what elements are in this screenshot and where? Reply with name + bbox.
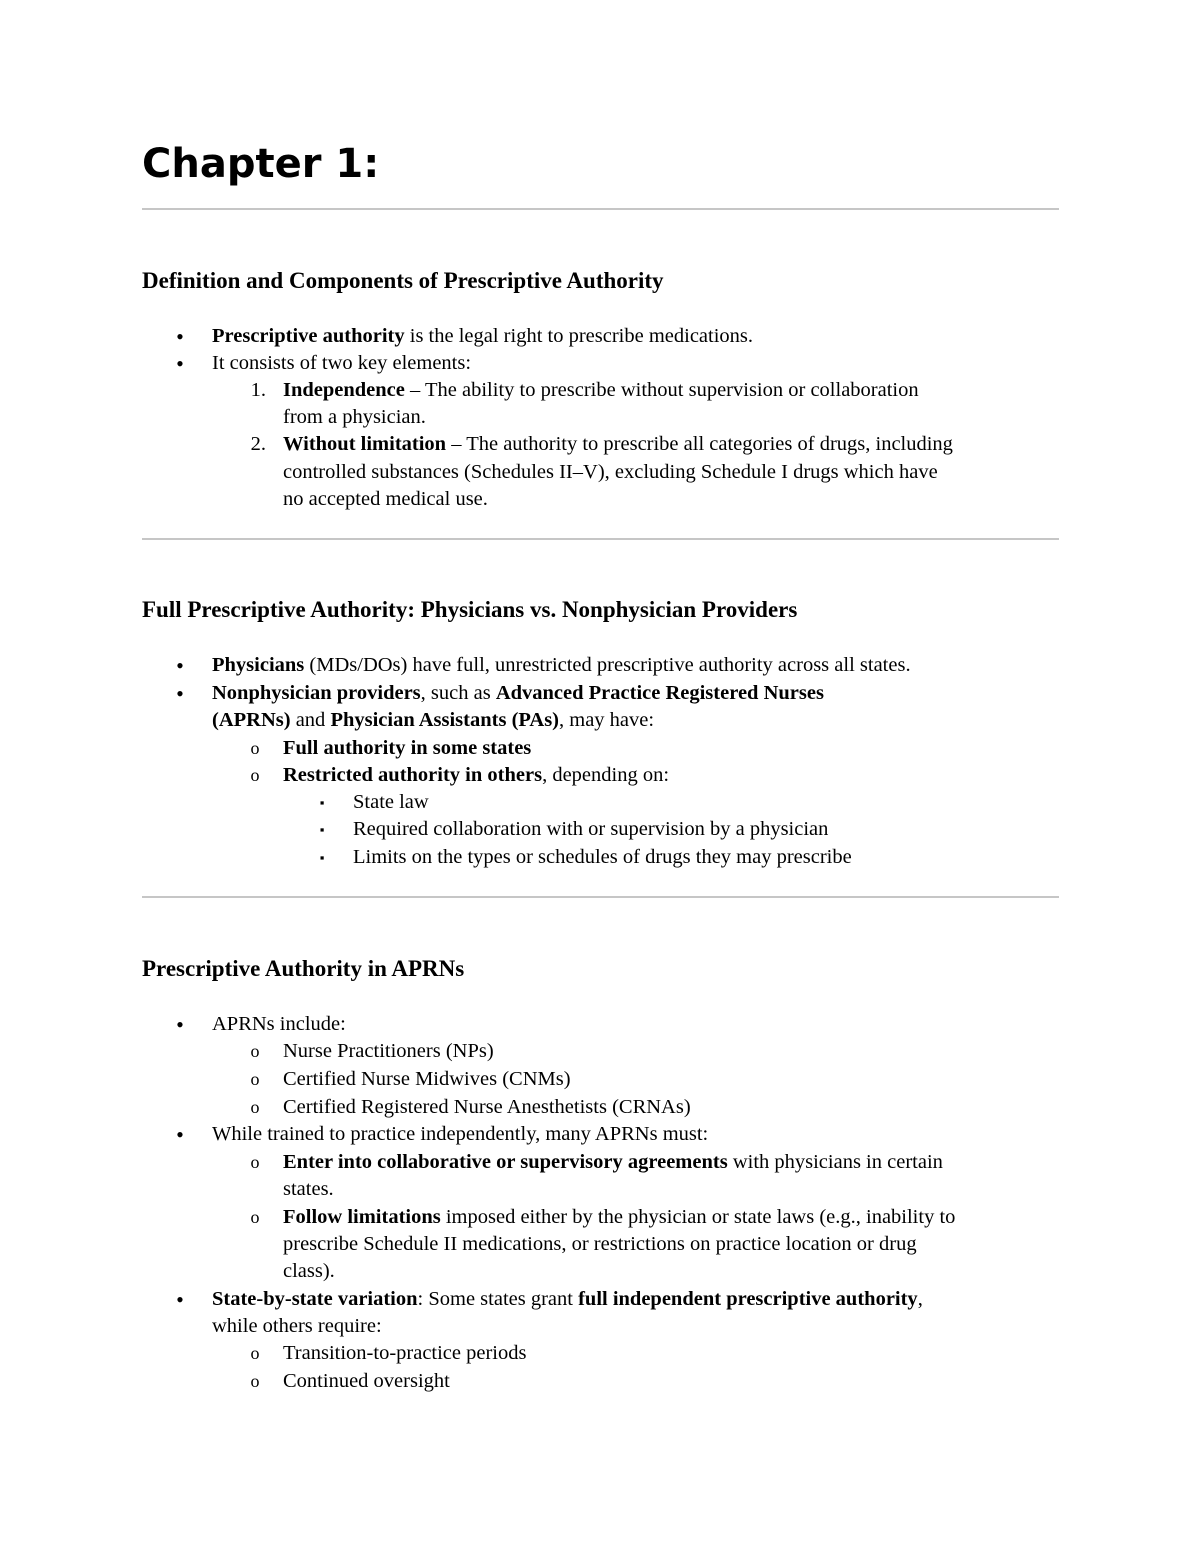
bullet-marker: • (176, 653, 184, 678)
list-item: Independence – The ability to prescribe without supervision or collaboration (283, 379, 919, 401)
list-item: Required collaboration with or supervision by a physician (353, 818, 829, 840)
bullet-marker: • (176, 351, 184, 376)
bullet-marker: • (176, 324, 184, 349)
list-item: Enter into collaborative or supervisory agreements with physicians in certain (283, 1151, 943, 1173)
section-heading-full-authority: Full Prescriptive Authority: Physicians vs. Nonphysician Providers (142, 597, 798, 622)
list-item: Certified Nurse Midwives (CNMs) (283, 1068, 571, 1090)
circle-marker: o (250, 1069, 260, 1089)
list-item: Without limitation – The authority to prescribe all categories of drugs, including (283, 433, 953, 455)
list-item: Full authority in some states (283, 737, 532, 759)
list-item: Limits on the types or schedules of drugs they may prescribe (353, 846, 852, 868)
list-item: Physicians (MDs/DOs) have full, unrestricted prescriptive authority across all states. (212, 654, 911, 676)
square-marker: ▪ (319, 822, 325, 837)
circle-marker: o (250, 1343, 260, 1363)
circle-marker: o (250, 1097, 260, 1117)
circle-marker: o (250, 765, 260, 785)
list-item-continuation: (APRNs) and Physician Assistants (PAs), may have: (212, 709, 655, 731)
list-item: Transition-to-practice periods (283, 1342, 527, 1364)
list-item: Nonphysician providers, such as Advanced Practice Registered Nurses (212, 682, 824, 704)
circle-marker: o (250, 738, 260, 758)
circle-marker: o (250, 1371, 260, 1391)
list-item-continuation: class). (283, 1260, 335, 1282)
list-item: State law (353, 791, 429, 813)
number-marker: 1. (250, 379, 266, 401)
list-item: State-by-state variation: Some states grant full independent prescriptive authority, (212, 1288, 923, 1310)
horizontal-rule (142, 538, 1059, 540)
list-item: Follow limitations imposed either by the physician or state laws (e.g., inability to (283, 1206, 956, 1228)
list-item: It consists of two key elements: (212, 352, 472, 374)
chapter-title: Chapter 1: (142, 141, 380, 187)
list-item-continuation: states. (283, 1178, 334, 1200)
list-item-continuation: controlled substances (Schedules II–V), excluding Schedule I drugs which have (283, 461, 938, 483)
list-item-continuation: no accepted medical use. (283, 488, 488, 510)
bullet-marker: • (176, 1287, 184, 1312)
list-item: Continued oversight (283, 1370, 450, 1392)
list-item: Nurse Practitioners (NPs) (283, 1040, 494, 1062)
list-item-continuation: from a physician. (283, 406, 426, 428)
horizontal-rule (142, 896, 1059, 898)
section-heading-aprns: Prescriptive Authority in APRNs (142, 956, 465, 981)
list-item: While trained to practice independently, many APRNs must: (212, 1123, 709, 1145)
list-item-continuation: prescribe Schedule II medications, or restrictions on practice location or drug (283, 1233, 917, 1255)
number-marker: 2. (250, 433, 266, 455)
bullet-marker: • (176, 1012, 184, 1037)
circle-marker: o (250, 1152, 260, 1172)
bullet-marker: • (176, 681, 184, 706)
horizontal-rule (142, 208, 1059, 210)
square-marker: ▪ (319, 795, 325, 810)
section-heading-definition: Definition and Components of Prescriptive Authority (142, 268, 664, 293)
bullet-marker: • (176, 1122, 184, 1147)
list-item-continuation: while others require: (212, 1315, 382, 1337)
circle-marker: o (250, 1041, 260, 1061)
circle-marker: o (250, 1207, 260, 1227)
list-item: Prescriptive authority is the legal right to prescribe medications. (212, 325, 754, 347)
list-item: Restricted authority in others, depending on: (283, 764, 670, 786)
square-marker: ▪ (319, 850, 325, 865)
list-item: APRNs include: (212, 1013, 346, 1035)
list-item: Certified Registered Nurse Anesthetists (CRNAs) (283, 1096, 691, 1118)
